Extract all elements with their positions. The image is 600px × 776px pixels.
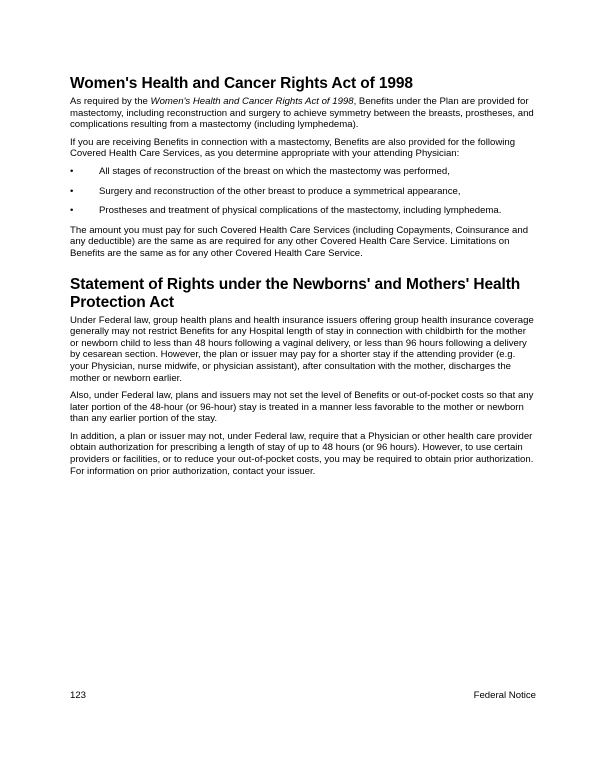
bullet-icon: • [70,205,74,217]
document-page [70,75,536,483]
paragraph-cost-sharing: The amount you must pay for such Covered Health Care Services (including Copayments, Coinsurance and any deductible) are the same as are required for any other Covered Health Care Service. Limitations on Benefits are the same as for any other Covered Health Care Service. [70,224,529,259]
intro-prefix-text: As required by the [70,96,151,107]
act-title-italic: Women's Health and Cancer Rights Act of 1998 [150,96,354,107]
page-number: 123 [70,690,87,701]
paragraph-hospital-stay: Under Federal law, group health plans and health insurance issuers offering group health insurance coverage generally may not restrict Benefits for any Hospital length of stay in connection with childbirth for the mother or newborn child to less than 48 hours following a vaginal delivery, or less than 96 hours following a delivery by cesarean section. However, the plan or issuer may pay for a shorter stay if the attending provider (e.g. your Physician, nurse midwife, or physician assistant), after consultation with the mother, discharges the mother or newborn earlier. [70,314,534,384]
list-item-text: All stages of reconstruction of the breast on which the mastectomy was performed, [99,165,450,177]
covered-services-list [70,166,536,217]
paragraph-mastectomy-benefits: If you are receiving Benefits in connection with a mastectomy, Benefits are also provided for the following Covered Health Care Services, as you determine appropriate with your attending Physician: [70,136,516,160]
list-item [70,186,536,198]
bullet-icon: • [70,185,74,197]
page-footer [70,690,536,702]
paragraph-womens-health-intro [70,96,536,131]
footer-section-label: Federal Notice [473,690,536,701]
list-item-text: Surgery and reconstruction of the other breast to produce a symmetrical appearance, [99,185,461,197]
bullet-icon: • [70,165,74,177]
section-heading-newborns-mothers: Statement of Rights under the Newborns' and Mothers' Health Protection Act [70,275,521,311]
paragraph-prior-authorization: In addition, a plan or issuer may not, under Federal law, require that a Physician or other health care provider obtain authorization for prescribing a length of stay of up to 48 hours (or 96 hours). However, to use certain providers or facilities, or to reduce your out-of-pocket costs, you may be required to obtain prior authorization. For information on prior authorization, contact your issuer. [70,430,534,477]
list-item-text: Prostheses and treatment of physical complications of the mastectomy, including lymphedema. [99,205,502,217]
list-item [70,166,536,178]
section-heading-womens-health: Women's Health and Cancer Rights Act of 1998 [70,75,413,92]
paragraph-benefit-levels: Also, under Federal law, plans and issuers may not set the level of Benefits or out-of-pocket costs so that any later portion of the 48-hour (or 96-hour) stay is treated in a manner less favorable to the mother or newborn than any earlier portion of the stay. [70,390,534,425]
list-item [70,205,536,217]
intro-suffix-text: , Benefits under the Plan are provided for mastectomy, including reconstruction and surgery to achieve symmetry between the breasts, prostheses, and complications resulting from a mastectomy (including lymphedema). [70,96,534,131]
